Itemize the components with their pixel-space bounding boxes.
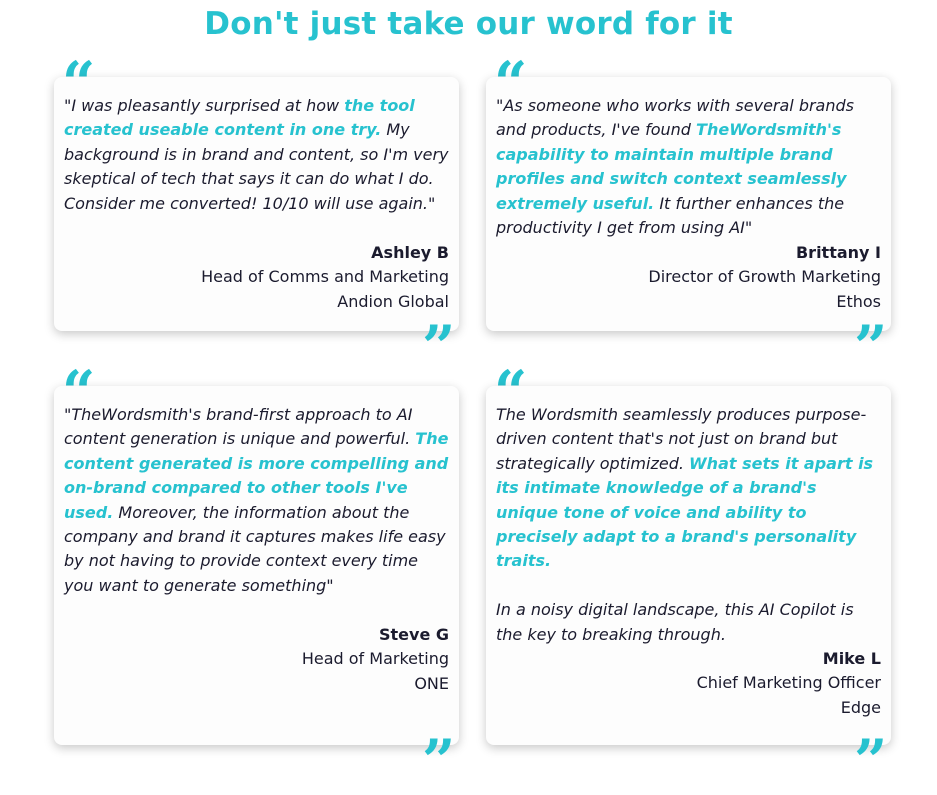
- testimonial-text-rest: It further enhances the productivity I get from using AI": [496, 193, 845, 238]
- testimonial-text: [64, 403, 449, 598]
- author-company: ONE: [414, 673, 449, 693]
- author-role: Chief Marketing Officer: [696, 673, 881, 693]
- testimonial-author: [648, 241, 881, 314]
- author-company: Andion Global: [337, 291, 449, 311]
- author-role: Director of Growth Marketing: [648, 267, 881, 287]
- testimonial-text: [496, 94, 881, 240]
- quote-close-icon: ”: [422, 313, 456, 381]
- author-company: Edge: [840, 697, 881, 717]
- testimonial-highlight: The content generated is more compelling and on-brand compared to other tools I've used.: [64, 429, 449, 522]
- author-role: Head of Marketing: [301, 649, 449, 669]
- testimonial-text-closing: In a noisy digital landscape, this AI Copilot is the key to breaking through.: [496, 600, 854, 644]
- testimonial-highlight: TheWordsmith's capability to maintain multiple brand profiles and switch context seamlessly extremely useful.: [496, 120, 847, 213]
- author-name: Ashley B: [371, 243, 449, 262]
- quote-close-icon: ”: [422, 727, 456, 795]
- testimonial-highlight: What sets it apart is its intimate knowledge of a brand's unique tone of voice and ability to precisely adapt to a brand's personality traits.: [496, 453, 874, 571]
- quote-close-icon: ”: [854, 313, 888, 381]
- author-company: Ethos: [836, 291, 881, 311]
- testimonial-card: [486, 77, 891, 331]
- testimonial-text: [64, 94, 449, 216]
- testimonial-card: [486, 386, 891, 745]
- testimonial-text-intro: "TheWordsmith's brand-first approach to AI content generation is unique and powerful.: [64, 405, 416, 449]
- page-title: Don't just take our word for it: [204, 6, 733, 42]
- testimonial-card: [54, 77, 459, 331]
- testimonial-text-intro: "As someone who works with several brands and products, I've found: [496, 96, 854, 140]
- testimonial-text-intro: "I was pleasantly surprised at how: [64, 96, 345, 115]
- testimonial-card: [54, 386, 459, 745]
- testimonial-highlight: the tool created useable content in one try.: [64, 96, 415, 140]
- testimonial-text: [496, 403, 881, 647]
- author-name: Brittany I: [795, 243, 881, 262]
- testimonial-author: [697, 647, 881, 720]
- testimonial-text-rest: My background is in brand and content, so I'm very skeptical of tech that says it can do what I do. Consider me converted! 10/10 will use again.": [64, 120, 449, 213]
- testimonial-author: [302, 623, 449, 696]
- testimonial-text-intro: The Wordsmith seamlessly produces purpose-driven content that's not just on brand but strategically optimized.: [496, 405, 867, 473]
- author-name: Mike L: [822, 649, 881, 668]
- quote-close-icon: ”: [854, 727, 888, 795]
- testimonial-author: [201, 241, 449, 314]
- testimonial-text-rest: Moreover, the information about the company and brand it captures makes life easy by not having to provide context every time you want to generate something": [64, 502, 446, 595]
- author-name: Steve G: [378, 625, 449, 644]
- author-role: Head of Comms and Marketing: [201, 267, 449, 287]
